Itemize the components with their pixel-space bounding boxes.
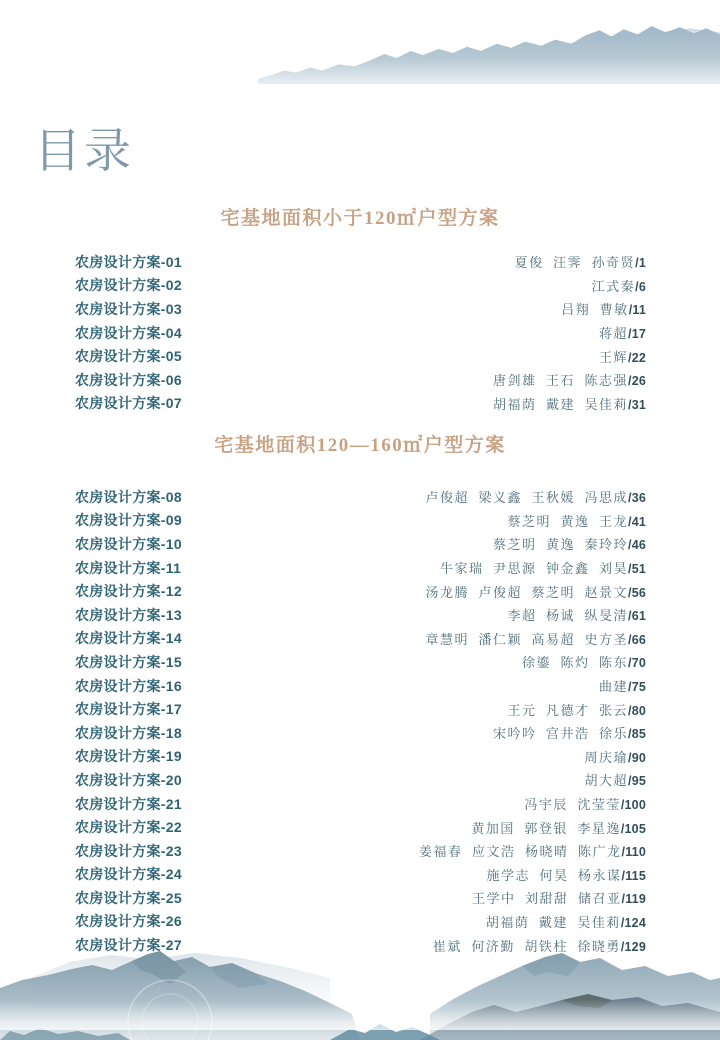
toc-row-right — [599, 323, 646, 342]
toc-row-right — [486, 912, 646, 931]
toc-row — [75, 910, 646, 934]
toc-row-page: /22 — [628, 350, 646, 365]
toc-row-right — [487, 865, 646, 884]
toc-row-label: 农房设计方案-02 — [75, 277, 182, 294]
toc-row — [75, 509, 646, 533]
toc-row-right — [493, 370, 646, 389]
toc-row-page: /36 — [628, 491, 646, 506]
toc-row-right — [508, 511, 647, 530]
toc-row — [75, 321, 646, 345]
toc-row-page: /95 — [628, 774, 646, 789]
toc-row — [75, 579, 646, 603]
toc-row-label: 农房设计方案-24 — [75, 866, 182, 883]
toc-row-label: 农房设计方案-04 — [75, 324, 182, 341]
toc-row-label: 农房设计方案-05 — [75, 348, 182, 365]
toc-row-authors: 胡福荫 戴建 吴佳莉 — [493, 396, 629, 412]
toc-row-label: 农房设计方案-20 — [75, 771, 182, 788]
toc-row-authors: 唐剑雄 王石 陈志强 — [493, 373, 629, 389]
toc-row-label: 农房设计方案-11 — [75, 559, 182, 576]
toc-row-page: /129 — [620, 939, 646, 954]
toc-row-authors: 胡大超 — [584, 773, 629, 789]
toc-row-authors: 蔡芝明 黄逸 王龙 — [507, 513, 629, 529]
toc-row-label: 农房设计方案-23 — [75, 842, 182, 859]
toc-row-right — [426, 629, 647, 648]
toc-row-label: 农房设计方案-14 — [75, 630, 182, 647]
toc-row-page: /41 — [628, 514, 646, 529]
toc-row-label: 农房设计方案-26 — [75, 913, 182, 930]
toc-row-right — [585, 747, 647, 766]
toc-row — [75, 745, 646, 769]
page-title: 目录 — [34, 124, 134, 177]
toc-row-authors: 黄加国 郭登银 李星逸 — [471, 820, 621, 836]
toc-row-label: 农房设计方案-09 — [75, 512, 182, 529]
toc-row-label: 农房设计方案-15 — [75, 653, 182, 670]
toc-row-right — [493, 394, 646, 413]
toc-row-page: /124 — [620, 915, 646, 930]
toc-row-page: /110 — [621, 845, 646, 860]
toc-row-authors: 宋吟吟 宫井浩 徐乐 — [493, 726, 629, 742]
toc-row — [75, 815, 646, 839]
toc-row-label: 农房设计方案-25 — [75, 889, 182, 906]
toc-row-label: 农房设计方案-13 — [75, 606, 182, 623]
toc-row — [75, 768, 646, 792]
toc-row-page: /80 — [628, 703, 646, 718]
toc-row-right — [592, 276, 646, 295]
toc-row-authors: 崔斌 何济勤 胡铁柱 徐晓勇 — [432, 938, 621, 954]
toc-row-right — [522, 652, 646, 671]
toc-row — [75, 839, 646, 863]
toc-row-page: /26 — [628, 374, 646, 389]
toc-row-page: /17 — [628, 327, 646, 342]
toc-row-page: /70 — [628, 656, 646, 671]
toc-row-label: 农房设计方案-10 — [75, 535, 182, 552]
toc-row-right — [440, 558, 646, 577]
toc-row-authors: 施学志 何昊 杨永谋 — [486, 867, 622, 883]
toc-row-page: /66 — [628, 632, 646, 647]
toc-row-label: 农房设计方案-27 — [75, 937, 182, 954]
toc-row-page: /61 — [628, 609, 646, 624]
toc-row — [75, 792, 646, 816]
toc-row-right — [508, 605, 647, 624]
toc-row-authors: 王学中 刘甜甜 储召亚 — [472, 891, 622, 907]
toc-row-page: /85 — [628, 727, 646, 742]
toc-row-page: /119 — [621, 892, 646, 907]
toc-row — [75, 886, 646, 910]
toc-row — [75, 863, 646, 887]
toc-row-label: 农房设计方案-01 — [75, 253, 182, 270]
toc-row-page: /100 — [620, 798, 646, 813]
section-heading-1: 宅基地面积小于120㎡户型方案 — [220, 208, 500, 229]
toc-row-page: /51 — [628, 562, 646, 577]
top-mountain-art — [258, 22, 720, 84]
toc-row-label: 农房设计方案-22 — [75, 819, 182, 836]
toc-row-page: /11 — [628, 303, 646, 318]
toc-row — [75, 250, 646, 274]
toc-row-authors: 夏俊 汪霁 孙奇贤 — [514, 255, 636, 271]
toc-section-1-rows — [75, 250, 646, 415]
toc-row-label: 农房设计方案-07 — [75, 395, 182, 412]
toc-row-right — [493, 723, 646, 742]
section-heading-2: 宅基地面积120—160㎡户型方案 — [214, 435, 506, 456]
toc-row-authors: 王辉 — [599, 349, 629, 365]
toc-row-page: /56 — [628, 585, 646, 600]
toc-row-authors: 牛家瑞 尹思源 钟金鑫 刘昊 — [440, 561, 629, 577]
toc-row-label: 农房设计方案-03 — [75, 300, 182, 317]
toc-row — [75, 368, 646, 392]
toc-row-right — [472, 888, 646, 907]
toc-row — [75, 297, 646, 321]
toc-row-authors: 姜福春 应文浩 杨晓晴 陈广龙 — [419, 844, 622, 860]
toc-row-right — [585, 770, 647, 789]
toc-row — [75, 556, 646, 580]
toc-row-authors: 王元 凡德才 张云 — [507, 702, 629, 718]
toc-row-authors: 胡福荫 戴建 吴佳莉 — [485, 914, 621, 930]
toc-row-authors: 周庆瑜 — [584, 749, 629, 765]
toc-row-right — [508, 700, 647, 719]
toc-row-right — [599, 676, 646, 695]
toc-row-label: 农房设计方案-19 — [75, 748, 182, 765]
toc-row-page: /46 — [628, 538, 646, 553]
toc-row — [75, 603, 646, 627]
toc-row-label: 农房设计方案-12 — [75, 583, 182, 600]
toc-row-page: /1 — [635, 256, 646, 271]
toc-row-authors: 卢俊超 梁义鑫 王秋媛 冯思成 — [425, 490, 629, 506]
toc-row-page: /6 — [635, 279, 646, 294]
toc-row — [75, 627, 646, 651]
toc-row-authors: 李超 杨诚 纵旻清 — [507, 608, 629, 624]
toc-row — [75, 697, 646, 721]
toc-row-right — [524, 794, 646, 813]
toc-row-right — [561, 299, 646, 318]
toc-row-page: /75 — [628, 680, 646, 695]
toc-row-page: /115 — [621, 868, 646, 883]
toc-row-label: 农房设计方案-21 — [75, 795, 182, 812]
toc-row — [75, 392, 646, 416]
toc-row-authors: 章慧明 潘仁颖 高易超 史方圣 — [425, 631, 629, 647]
toc-row-right — [599, 347, 646, 366]
toc-row-label: 农房设计方案-08 — [75, 488, 182, 505]
toc-row-right — [419, 841, 646, 860]
toc-row-page: /90 — [628, 750, 646, 765]
toc-row-authors: 汤龙腾 卢俊超 蔡芝明 赵景文 — [425, 584, 629, 600]
toc-row-right — [471, 818, 646, 837]
toc-row-right — [426, 582, 647, 601]
toc-row-authors: 蒋超 — [599, 326, 629, 342]
bottom-mountain-art — [0, 948, 720, 1040]
toc-section-2-rows — [75, 485, 646, 957]
toc-row-authors: 徐鎏 陈灼 陈东 — [522, 655, 629, 671]
toc-row-label: 农房设计方案-06 — [75, 371, 182, 388]
toc-row — [75, 532, 646, 556]
toc-row-right — [493, 534, 646, 553]
toc-row — [75, 485, 646, 509]
toc-row — [75, 674, 646, 698]
toc-row-page: /105 — [620, 821, 646, 836]
toc-row — [75, 650, 646, 674]
toc-row — [75, 344, 646, 368]
toc-row-authors: 蔡芝明 黄逸 秦玲玲 — [493, 537, 629, 553]
toc-row — [75, 721, 646, 745]
toc-row-label: 农房设计方案-18 — [75, 724, 182, 741]
toc-row-label: 农房设计方案-17 — [75, 701, 182, 718]
toc-row-label: 农房设计方案-16 — [75, 677, 182, 694]
toc-row — [75, 274, 646, 298]
toc-row-authors: 吕翔 曹敏 — [561, 302, 629, 318]
toc-row-authors: 冯宇辰 沈莹莹 — [524, 797, 621, 813]
toc-row-authors: 江式秦 — [591, 278, 636, 294]
toc-row-page: /31 — [628, 397, 646, 412]
toc-row-right — [426, 487, 647, 506]
toc-row-authors: 曲建 — [599, 679, 629, 695]
toc-row-right — [515, 252, 646, 271]
